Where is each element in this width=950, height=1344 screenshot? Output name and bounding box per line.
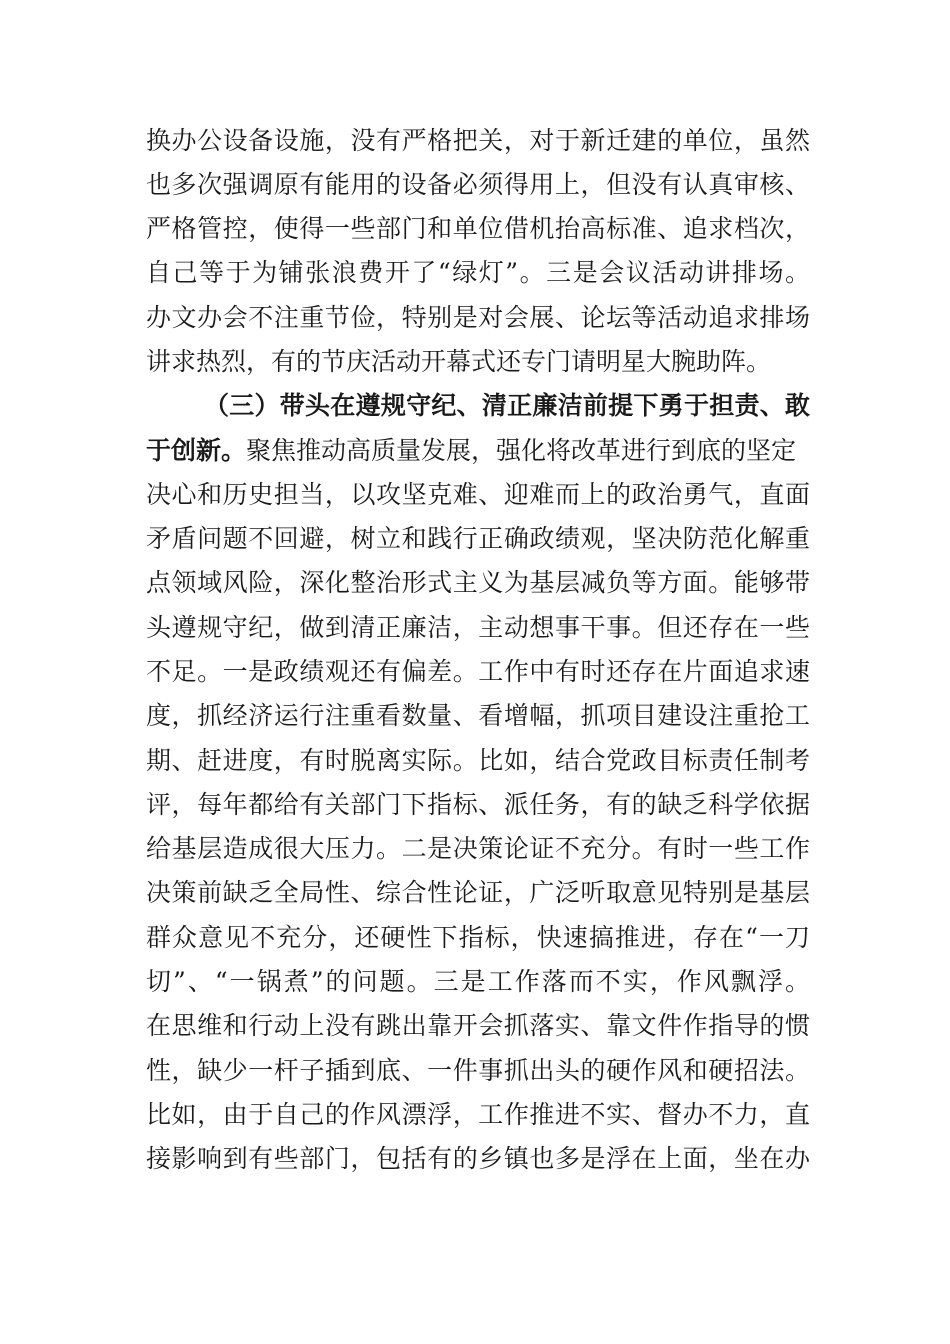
paragraph-line: 比如，由于自己的作风漂浮，工作推进不实、督办不力，直 <box>146 1100 810 1129</box>
paragraph-line: 接影响到有些部门，包括有的乡镇也多是浮在上面，坐在办 <box>146 1144 810 1173</box>
paragraph-line: 度，抓经济运行注重看数量、看增幅，抓项目建设注重抢工 <box>146 701 810 730</box>
paragraph-line: 点领域风险，深化整治形式主义为基层减负等方面。能够带 <box>146 568 810 597</box>
paragraph-line: 不足。一是政绩观还有偏差。工作中有时还存在片面追求速 <box>146 657 810 686</box>
paragraph-line: 决策前缺乏全局性、综合性论证，广泛听取意见特别是基层 <box>146 878 810 907</box>
paragraph-line: 矛盾问题不回避，树立和践行正确政绩观，坚决防范化解重 <box>146 524 810 553</box>
section-heading-line: （三）带头在遵规守纪、清正廉洁前提下勇于担责、敢 <box>204 391 810 420</box>
paragraph-line: 性，缺少一杆子插到底、一件事抓出头的硬作风和硬招法。 <box>146 1056 810 1085</box>
paragraph-line: 期、赶进度，有时脱离实际。比如，结合党政目标责任制考 <box>146 746 810 775</box>
paragraph-line: 严格管控，使得一些部门和单位借机抬高标准、追求档次， <box>146 214 810 243</box>
paragraph-line: 也多次强调原有能用的设备必须得用上，但没有认真审核、 <box>146 170 810 199</box>
paragraph-line: 评，每年都给有关部门下指标、派任务，有的缺乏科学依据 <box>146 790 810 819</box>
paragraph-line: 自己等于为铺张浪费开了“绿灯”。三是会议活动讲排场。 <box>146 258 810 287</box>
section-heading-continuation <box>146 429 810 473</box>
paragraph-line: 讲求热烈，有的节庆活动开幕式还专门请明星大腕助阵。 <box>146 347 772 376</box>
paragraph-line: 决心和历史担当，以攻坚克难、迎难而上的政治勇气，直面 <box>146 480 810 509</box>
paragraph-line: 头遵规守纪，做到清正廉洁，主动想事干事。但还存在一些 <box>146 613 810 642</box>
paragraph-line: 给基层造成很大压力。二是决策论证不充分。有时一些工作 <box>146 834 810 863</box>
paragraph-line: 在思维和行动上没有跳出靠开会抓落实、靠文件作指导的惯 <box>146 1011 810 1040</box>
paragraph-line: 办文办会不注重节俭，特别是对会展、论坛等活动追求排场 <box>146 303 810 332</box>
paragraph-line: 换办公设备设施，没有严格把关，对于新迁建的单位，虽然 <box>146 126 810 155</box>
paragraph-line: 切”、“一锅煮”的问题。三是工作落而不实，作风飘浮。 <box>146 967 810 996</box>
section-heading-tail: 于创新。 <box>146 436 247 465</box>
paragraph-text: 聚焦推动高质量发展，强化将改革进行到底的坚定 <box>246 436 797 465</box>
paragraph-line: 群众意见不充分，还硬性下指标，快速搞推进，存在“一刀 <box>146 923 810 952</box>
